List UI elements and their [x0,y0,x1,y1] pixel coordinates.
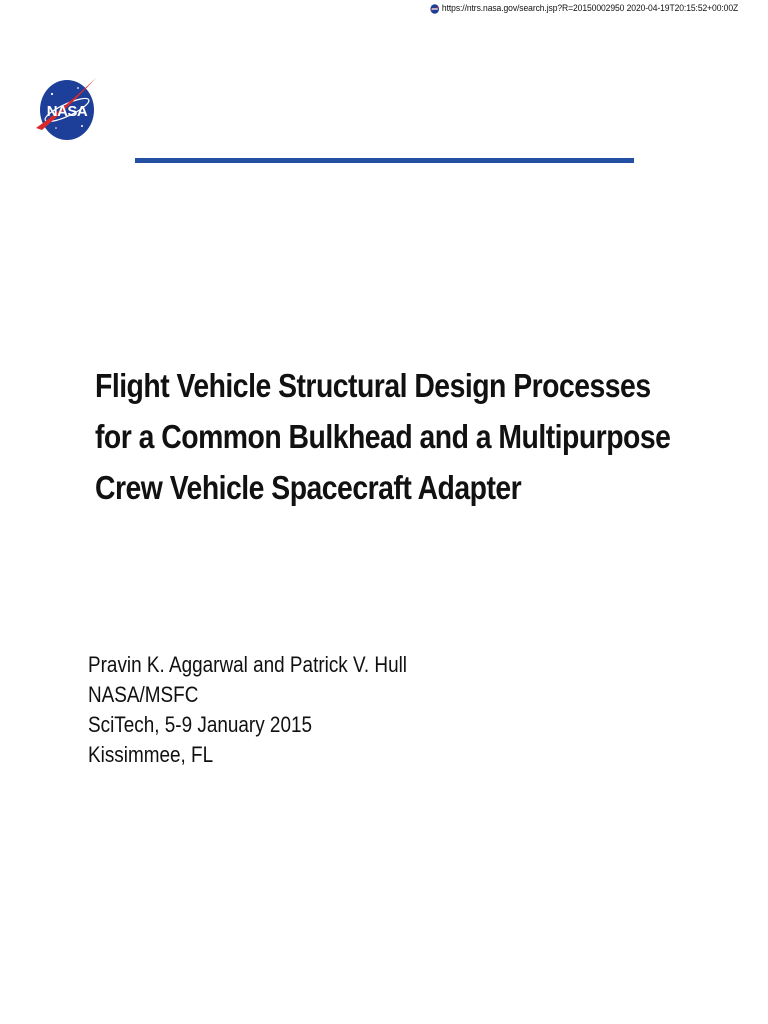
download-stamp [430,3,738,14]
document-title [95,360,671,513]
event-name: SciTech, 5-9 January 2015 [88,712,313,737]
title-divider [135,158,634,163]
author-names: Pravin K. Aggarwal and Patrick V. Hull [88,652,408,677]
title-line: for a Common Bulkhead and a Multipurpose [95,418,671,455]
author-block [88,650,407,770]
title-line: Flight Vehicle Structural Design Processes [95,367,651,404]
event-location: Kissimmee, FL [88,742,214,767]
title-line: Crew Vehicle Spacecraft Adapter [95,469,522,506]
author-affiliation: NASA/MSFC [88,682,199,707]
stamp-text[interactable]: https://ntrs.nasa.gov/search.jsp?R=20150002950 2020-04-19T20:15:52+00:00Z [441,3,738,14]
nasa-meatball-icon [430,4,439,14]
logo-text: NASA [46,103,88,120]
nasa-logo-icon [34,66,98,158]
